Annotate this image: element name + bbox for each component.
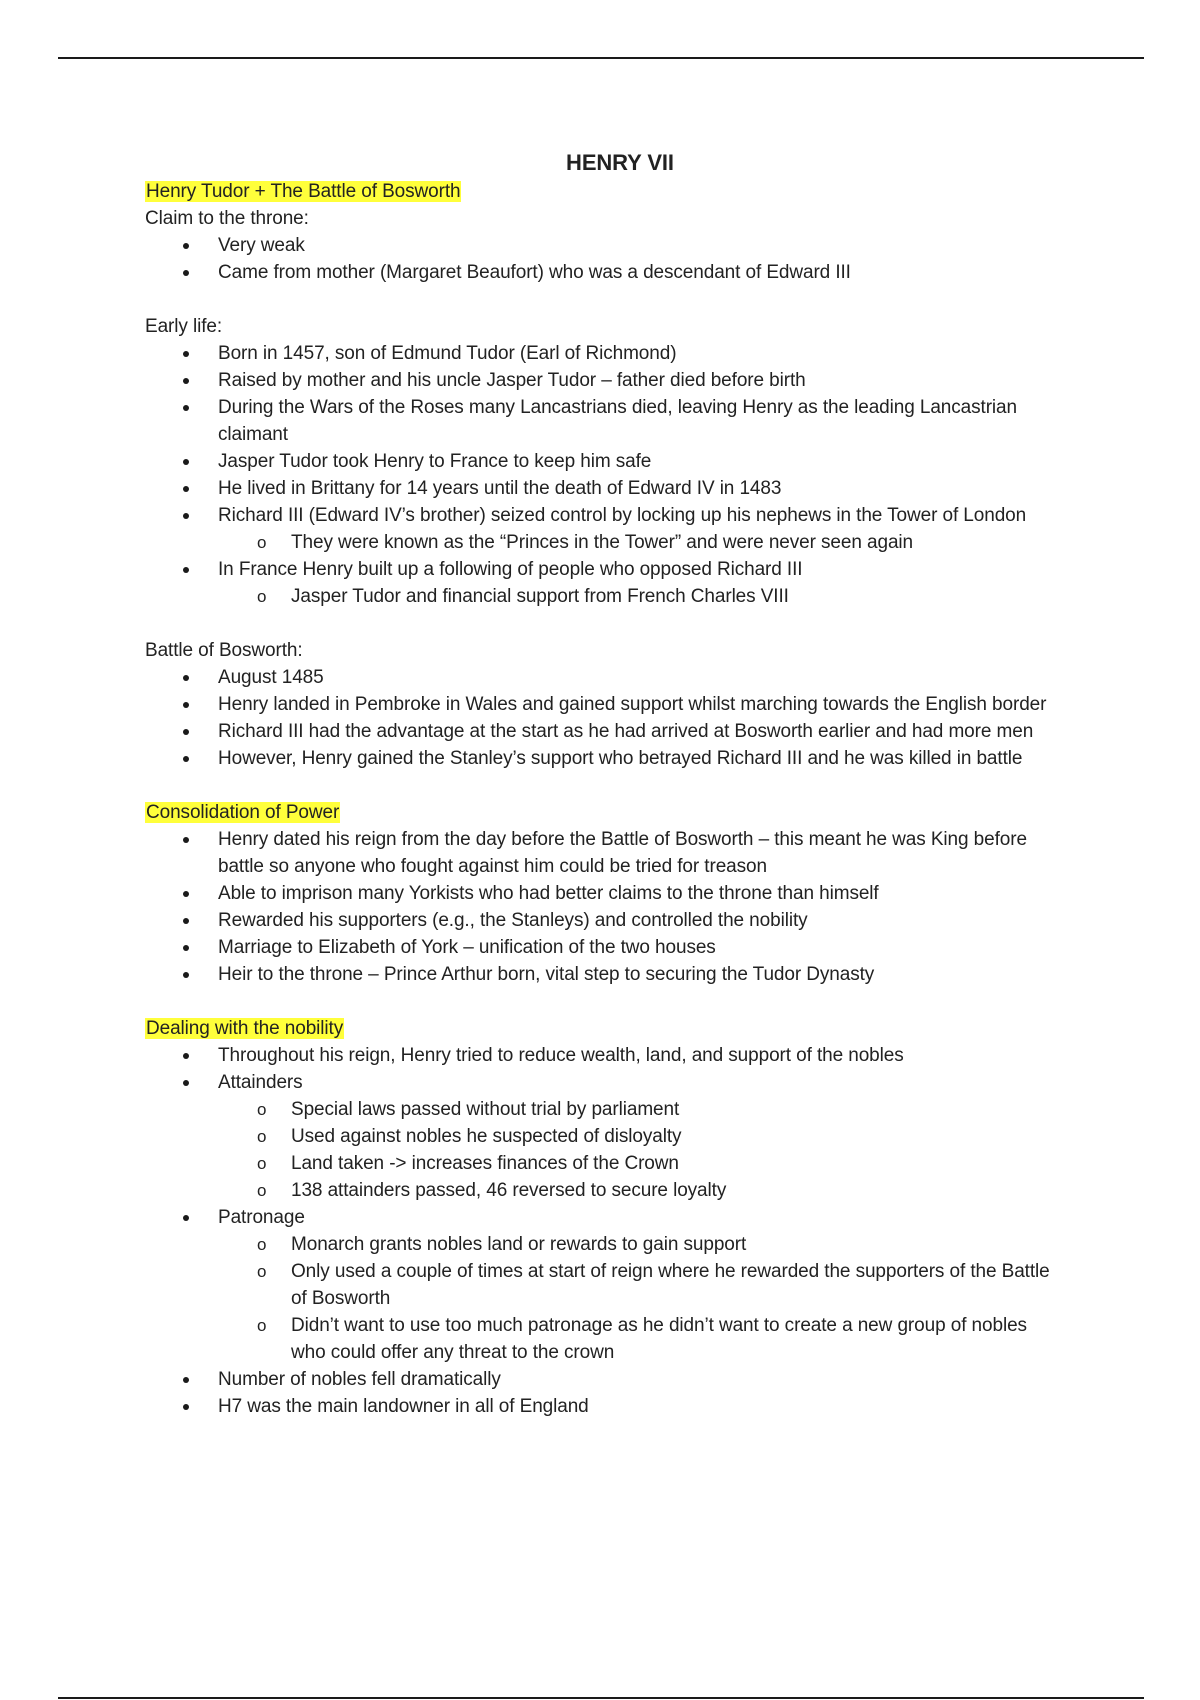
list-item: Marriage to Elizabeth of York – unification of the two houses <box>145 934 1065 961</box>
circle-bullet-icon: o <box>257 1181 267 1200</box>
footer-rule <box>58 1697 1144 1699</box>
claim-list <box>145 232 1065 286</box>
document-body <box>145 148 1065 1420</box>
page-title: HENRY VII <box>566 150 674 175</box>
circle-bullet-icon: o <box>257 587 267 606</box>
bullet-icon <box>183 567 189 573</box>
bullet-icon <box>183 756 189 762</box>
list-item: August 1485 <box>145 664 1065 691</box>
early-life-label: Early life: <box>145 316 223 337</box>
list-item: He lived in Brittany for 14 years until the death of Edward IV in 1483 <box>145 475 1065 502</box>
bullet-icon <box>183 405 189 411</box>
list-item: Jasper Tudor took Henry to France to keep him safe <box>145 448 1065 475</box>
section-heading-text: Dealing with the nobility <box>146 1018 344 1039</box>
bullet-icon <box>183 945 189 951</box>
battle-label: Battle of Bosworth: <box>145 640 303 661</box>
early-life-list <box>145 340 1065 610</box>
bullet-icon <box>183 729 189 735</box>
section-heading-consolidation <box>145 799 1065 826</box>
list-item: Henry dated his reign from the day before the Battle of Bosworth – this meant he was King before battle so anyone who fought against him could be tried for treason <box>145 826 1065 880</box>
list-item: Heir to the throne – Prince Arthur born, vital step to securing the Tudor Dynasty <box>145 961 1065 988</box>
list-item: Patronage o Monarch grants nobles land or rewards to gain support o Only used a couple of times at start of reign where he rewarded the supporters of the Battle of Bosworth o Didn’t want to use too much patronage as he didn’t want to create a new group of nobles who could offer any threat to the crown <box>145 1204 1065 1366</box>
bullet-icon <box>183 351 189 357</box>
sub-list-item: o Didn’t want to use too much patronage as he didn’t want to create a new group of nobles who could offer any threat to the crown <box>218 1312 1065 1366</box>
list-item: Throughout his reign, Henry tried to reduce wealth, land, and support of the nobles <box>145 1042 1065 1069</box>
sub-list-item: o Only used a couple of times at start of reign where he rewarded the supporters of the Battle of Bosworth <box>218 1258 1065 1312</box>
sub-list-item: o Land taken -> increases finances of the Crown <box>218 1150 1065 1177</box>
nobility-list <box>145 1042 1065 1420</box>
list-item: However, Henry gained the Stanley’s support who betrayed Richard III and he was killed in battle <box>145 745 1065 772</box>
bullet-icon <box>183 270 189 276</box>
bullet-icon <box>183 918 189 924</box>
list-item: Able to imprison many Yorkists who had better claims to the throne than himself <box>145 880 1065 907</box>
bullet-icon <box>183 1053 189 1059</box>
header-rule <box>58 57 1144 59</box>
bullet-icon <box>183 243 189 249</box>
sub-list <box>218 583 1065 610</box>
list-item: Richard III had the advantage at the start as he had arrived at Bosworth earlier and had more men <box>145 718 1065 745</box>
sub-list <box>218 529 1065 556</box>
list-item: During the Wars of the Roses many Lancastrians died, leaving Henry as the leading Lancastrian claimant <box>145 394 1065 448</box>
section-heading-text: Henry Tudor + The Battle of Bosworth <box>146 181 461 202</box>
list-item: H7 was the main landowner in all of England <box>145 1393 1065 1420</box>
bullet-icon <box>183 1080 189 1086</box>
circle-bullet-icon: o <box>257 1154 267 1173</box>
section-heading-bosworth <box>145 178 1065 205</box>
consolidation-list <box>145 826 1065 988</box>
sub-list-item: o 138 attainders passed, 46 reversed to secure loyalty <box>218 1177 1065 1204</box>
sub-list <box>218 1096 1065 1204</box>
section-heading-text: Consolidation of Power <box>146 802 340 823</box>
bullet-icon <box>183 675 189 681</box>
section-heading-nobility <box>145 1015 1065 1042</box>
bullet-icon <box>183 1215 189 1221</box>
bullet-icon <box>183 972 189 978</box>
sub-list-item: o Special laws passed without trial by parliament <box>218 1096 1065 1123</box>
circle-bullet-icon: o <box>257 533 267 552</box>
bullet-icon <box>183 378 189 384</box>
list-item: Raised by mother and his uncle Jasper Tudor – father died before birth <box>145 367 1065 394</box>
list-item: Richard III (Edward IV’s brother) seized control by locking up his nephews in the Tower of London o They were known as the “Princes in the Tower” and were never seen again <box>145 502 1065 556</box>
sub-list-item: o Used against nobles he suspected of disloyalty <box>218 1123 1065 1150</box>
list-item: Number of nobles fell dramatically <box>145 1366 1065 1393</box>
circle-bullet-icon: o <box>257 1100 267 1119</box>
sub-list-item: o Jasper Tudor and financial support from French Charles VIII <box>218 583 1065 610</box>
bullet-icon <box>183 1404 189 1410</box>
circle-bullet-icon: o <box>257 1262 267 1281</box>
list-item: Came from mother (Margaret Beaufort) who was a descendant of Edward III <box>145 259 1065 286</box>
bullet-icon <box>183 513 189 519</box>
battle-list <box>145 664 1065 772</box>
bullet-icon <box>183 1377 189 1383</box>
bullet-icon <box>183 891 189 897</box>
list-item: In France Henry built up a following of people who opposed Richard III o Jasper Tudor and financial support from French Charles VIII <box>145 556 1065 610</box>
list-item: Born in 1457, son of Edmund Tudor (Earl of Richmond) <box>145 340 1065 367</box>
sub-list-item: o Monarch grants nobles land or rewards to gain support <box>218 1231 1065 1258</box>
circle-bullet-icon: o <box>257 1316 267 1335</box>
bullet-icon <box>183 702 189 708</box>
list-item: Attainders o Special laws passed without trial by parliament o Used against nobles he suspected of disloyalty o Land taken -> increases finances of the Crown o 138 attainders passed, 46 reversed to secure loyalty <box>145 1069 1065 1204</box>
sub-list <box>218 1231 1065 1366</box>
sub-list-item: o They were known as the “Princes in the Tower” and were never seen again <box>218 529 1065 556</box>
list-item: Henry landed in Pembroke in Wales and gained support whilst marching towards the English border <box>145 691 1065 718</box>
claim-label: Claim to the throne: <box>145 208 309 229</box>
list-item: Rewarded his supporters (e.g., the Stanleys) and controlled the nobility <box>145 907 1065 934</box>
bullet-icon <box>183 459 189 465</box>
list-item: Very weak <box>145 232 1065 259</box>
bullet-icon <box>183 837 189 843</box>
bullet-icon <box>183 486 189 492</box>
circle-bullet-icon: o <box>257 1127 267 1146</box>
circle-bullet-icon: o <box>257 1235 267 1254</box>
